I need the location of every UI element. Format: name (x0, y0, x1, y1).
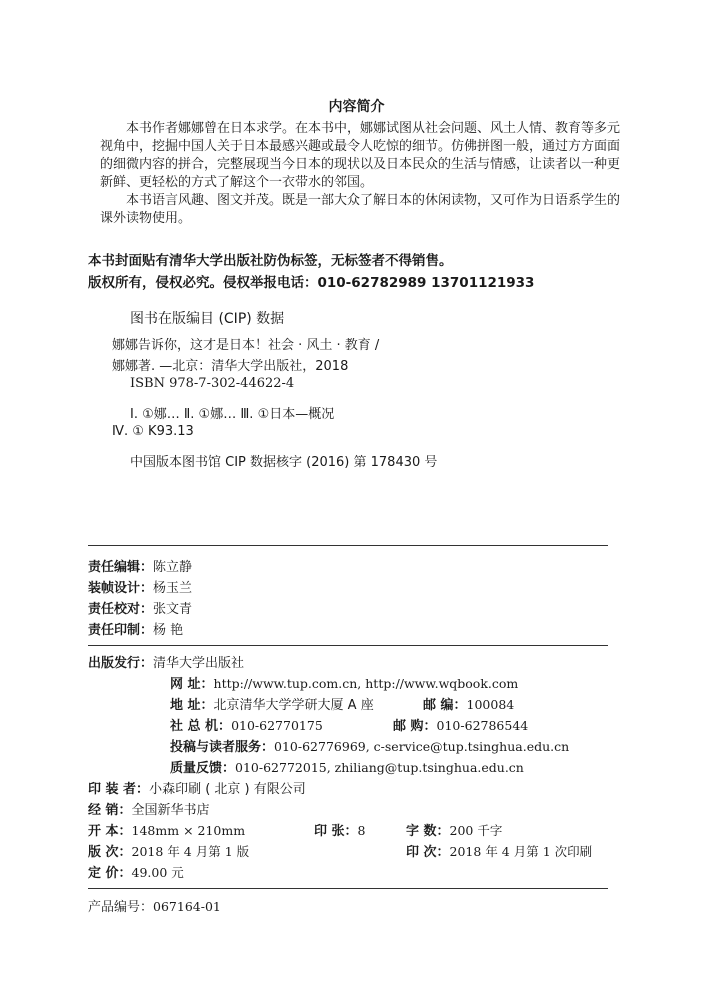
switchboard-line (170, 715, 323, 734)
mail-order-label: 邮 购： (393, 719, 437, 734)
product-code-value: 067164-01 (153, 899, 221, 914)
edition-value: 2018 年 4 月第 1 版 (131, 844, 250, 859)
website-value: http://www.tup.com.cn, http://www.wqbook.com (213, 676, 519, 691)
printer-label: 印 装 者： (88, 782, 150, 797)
printer-value: 小森印刷 ( 北京 ) 有限公司 (149, 782, 306, 797)
switchboard-label: 社 总 机： (170, 719, 232, 734)
cip-classification-1: Ⅰ. ①娜… Ⅱ. ①娜… Ⅲ. ①日本—概况 (130, 407, 335, 422)
mail-order-line (393, 715, 528, 734)
staff-value: 陈立静 (153, 560, 193, 575)
address-line (170, 694, 374, 713)
reader-service-value: 010-62776969, c-service@tup.tsinghua.edu.cn (274, 739, 570, 754)
product-code-line (88, 896, 221, 915)
divider (88, 888, 608, 889)
staff-editor (88, 556, 192, 575)
sheets-value: 8 (357, 823, 366, 838)
website-line (170, 673, 518, 692)
quality-feedback-line (170, 757, 524, 776)
cip-classification-2: Ⅳ. ① K93.13 (112, 424, 194, 439)
staff-printing-manager (88, 619, 183, 638)
staff-designer (88, 577, 192, 596)
price-label: 定 价： (88, 866, 132, 881)
printer-line (88, 778, 306, 797)
publisher-label: 出版发行： (88, 656, 154, 671)
sheets-line (314, 820, 365, 839)
summary-title: 内容简介 (328, 99, 385, 115)
publisher-name: 清华大学出版社 (153, 656, 245, 671)
printing-value: 2018 年 4 月第 1 次印刷 (449, 844, 593, 859)
staff-label: 责任印制： (88, 623, 154, 638)
cip-heading: 图书在版编目 (CIP) 数据 (130, 311, 285, 327)
printing-label: 印 次： (406, 845, 450, 860)
cip-author-line: 娜娜著. —北京：清华大学出版社，2018 (112, 359, 349, 374)
price-value: 49.00 元 (131, 865, 184, 880)
mail-order-value: 010-62786544 (436, 718, 529, 733)
website-label: 网 址： (170, 677, 214, 692)
summary-body (100, 120, 620, 228)
distributor-line (88, 799, 210, 818)
product-code-label: 产品编号： (88, 900, 154, 915)
staff-label: 责任编辑： (88, 560, 154, 575)
staff-label: 装帧设计： (88, 581, 154, 596)
staff-value: 杨 艳 (153, 623, 184, 638)
postcode-line (423, 694, 514, 713)
staff-label: 责任校对： (88, 602, 154, 617)
postcode-value: 100084 (466, 697, 515, 712)
publisher-line (88, 652, 244, 671)
format-line (88, 820, 245, 839)
format-label: 开 本： (88, 824, 132, 839)
reader-service-label: 投稿与读者服务： (170, 740, 275, 755)
price-line (88, 862, 184, 881)
sheets-label: 印 张： (314, 824, 358, 839)
quality-feedback-label: 质量反馈： (170, 761, 236, 776)
postcode-label: 邮 编： (423, 698, 467, 713)
distributor-value: 全国新华书店 (131, 803, 210, 818)
word-count-label: 字 数： (406, 824, 450, 839)
divider (88, 545, 608, 546)
reader-service-line (170, 736, 569, 755)
cip-record-number: 中国版本图书馆 CIP 数据核字 (2016) 第 178430 号 (130, 455, 438, 470)
anti-counterfeit-notice: 本书封面贴有清华大学出版社防伪标签，无标签者不得销售。 (88, 253, 453, 269)
edition-line (88, 841, 249, 860)
staff-value: 张文青 (153, 602, 193, 617)
quality-feedback-value: 010-62772015, zhiliang@tup.tsinghua.edu.cn (235, 760, 524, 775)
word-count-line (406, 820, 502, 839)
distributor-label: 经 销： (88, 803, 132, 818)
staff-proofreader (88, 598, 192, 617)
summary-paragraph-1: 本书作者娜娜曾在日本求学。在本书中，娜娜试图从社会问题、风土人情、教育等多元视角中，挖掘中国人关于日本最感兴趣或最令人吃惊的细节。仿佛拼图一般，通过方方面面的细微内容的拼合，完整展现当今日本的现状以及日本民众的生活与情感，让读者以一种更新鲜、更轻松的方式了解这个一衣带水的邻国。 (100, 121, 621, 190)
staff-value: 杨玉兰 (153, 581, 193, 596)
address-label: 地 址： (170, 698, 214, 713)
address-value: 北京清华大学学研大厦 A 座 (213, 698, 374, 713)
word-count-value: 200 千字 (449, 823, 503, 838)
switchboard-value: 010-62770175 (231, 718, 323, 733)
cip-title-line: 娜娜告诉你，这才是日本！社会 · 风土 · 教育 / (112, 338, 380, 353)
summary-paragraph-2: 本书语言风趣、图文并茂。既是一部大众了解日本的休闲读物，又可作为日语系学生的课外读物使用。 (100, 193, 621, 226)
cip-isbn: ISBN 978-7-302-44622-4 (130, 376, 295, 391)
copyright-notice: 版权所有，侵权必究。侵权举报电话：010-62782989 13701121933 (88, 275, 535, 291)
format-value: 148mm × 210mm (131, 823, 246, 838)
edition-label: 版 次： (88, 845, 132, 860)
divider (88, 645, 608, 646)
printing-line (406, 841, 592, 860)
